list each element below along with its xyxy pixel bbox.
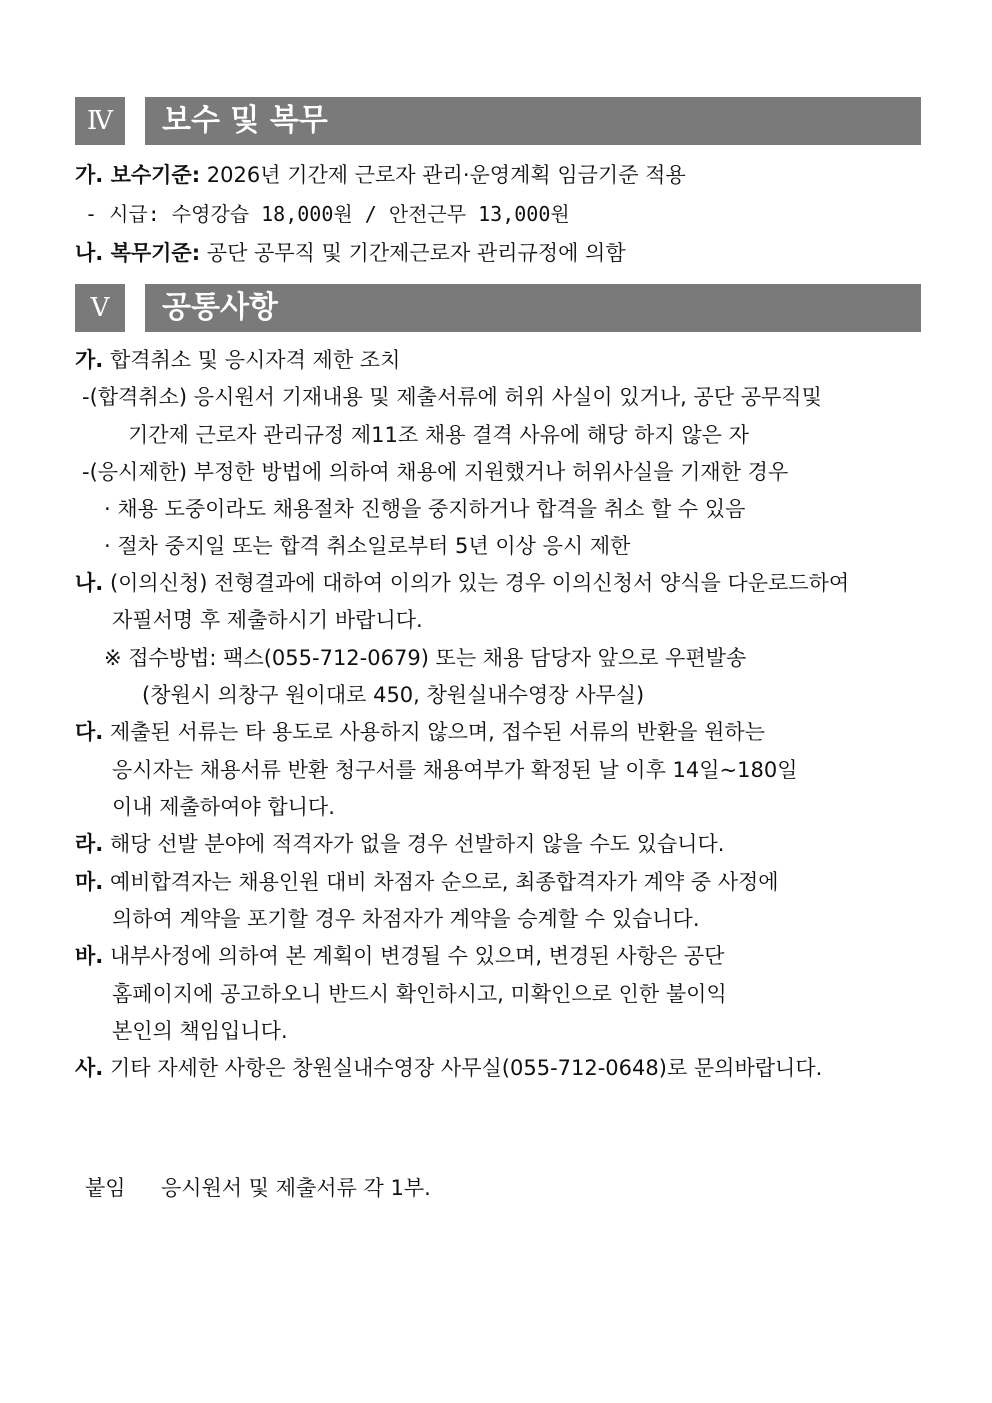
- list-item: 응시자는 채용서류 반환 청구서를 채용여부가 확정된 날 이후 14일~180일: [112, 758, 798, 782]
- list-item: 본인의 책임입니다.: [112, 1019, 288, 1043]
- list-item: (창원시 의창구 원이대로 450, 창원실내수영장 사무실): [142, 683, 645, 707]
- list-item: · 절차 중지일 또는 합격 취소일로부터 5년 이상 응시 제한: [104, 534, 631, 558]
- item-text: 기타 자세한 사항은 창원실내수영장 사무실(055-712-0648)로 문의바랍니다.: [103, 1056, 823, 1080]
- list-item: [75, 717, 765, 747]
- section-number: Ⅳ: [75, 97, 125, 145]
- section-number: Ⅴ: [75, 284, 125, 332]
- item-marker: 가.: [75, 348, 104, 372]
- section-header-iv: [75, 97, 921, 145]
- list-item: [75, 568, 849, 598]
- pay-standard: [75, 160, 686, 190]
- attachment-text: 응시원서 및 제출서류 각 1부.: [160, 1176, 431, 1200]
- list-item: · 채용 도중이라도 채용절차 진행을 중지하거나 합격을 취소 할 수 있음: [104, 497, 746, 521]
- item-text: (이의신청) 전형결과에 대하여 이의가 있는 경우 이의신청서 양식을 다운로드하여: [103, 571, 850, 595]
- section-header-v: [75, 284, 921, 332]
- item-marker: 사.: [75, 1056, 104, 1080]
- item-marker: 바.: [75, 944, 104, 968]
- hourly-wage: - 시급: 수영강습 18,000원 / 안전근무 13,000원: [85, 202, 570, 226]
- attachment: [85, 1173, 431, 1203]
- item-text: 해당 선발 분야에 적격자가 없을 경우 선발하지 않을 수도 있습니다.: [103, 832, 725, 856]
- list-item: [75, 941, 724, 971]
- list-item: 의하여 계약을 포기할 경우 차점자가 계약을 승계할 수 있습니다.: [112, 907, 700, 931]
- item-marker: 나. 복무기준:: [75, 241, 201, 265]
- list-item: ※ 접수방법: 팩스(055-712-0679) 또는 채용 담당자 앞으로 우편발송: [104, 646, 747, 670]
- item-marker: 마.: [75, 870, 104, 894]
- service-standard: [75, 238, 626, 268]
- list-item: 이내 제출하여야 합니다.: [112, 795, 335, 819]
- item-marker: 나.: [75, 571, 104, 595]
- list-item: [75, 345, 400, 375]
- item-text: 합격취소 및 응시자격 제한 조치: [103, 348, 401, 372]
- list-item: [75, 829, 724, 859]
- list-item: -(합격취소) 응시원서 기재내용 및 제출서류에 허위 사실이 있거나, 공단 공무직및: [82, 385, 822, 409]
- list-item: 기간제 근로자 관리규정 제11조 채용 결격 사유에 해당 하지 않은 자: [128, 423, 749, 447]
- list-item: 자필서명 후 제출하시기 바랍니다.: [112, 608, 423, 632]
- item-text: 예비합격자는 채용인원 대비 차점자 순으로, 최종합격자가 계약 중 사정에: [103, 870, 779, 894]
- item-text: 제출된 서류는 타 용도로 사용하지 않으며, 접수된 서류의 반환을 원하는: [103, 720, 765, 744]
- list-item: 홈페이지에 공고하오니 반드시 확인하시고, 미확인으로 인한 불이익: [112, 982, 727, 1006]
- section-title: 보수 및 복무: [145, 97, 921, 145]
- item-marker: 라.: [75, 832, 104, 856]
- item-marker: 다.: [75, 720, 104, 744]
- item-text: 공단 공무직 및 기간제근로자 관리규정에 의함: [200, 241, 626, 265]
- attachment-label: 붙임: [85, 1176, 126, 1200]
- item-text: 내부사정에 의하여 본 계획이 변경될 수 있으며, 변경된 사항은 공단: [103, 944, 725, 968]
- item-marker: 가. 보수기준:: [75, 163, 201, 187]
- item-text: 2026년 기간제 근로자 관리·운영계획 임금기준 적용: [200, 163, 686, 187]
- section-title: 공통사항: [145, 284, 921, 332]
- list-item: [75, 867, 779, 897]
- list-item: [75, 1053, 822, 1083]
- list-item: -(응시제한) 부정한 방법에 의하여 채용에 지원했거나 허위사실을 기재한 경우: [82, 460, 789, 484]
